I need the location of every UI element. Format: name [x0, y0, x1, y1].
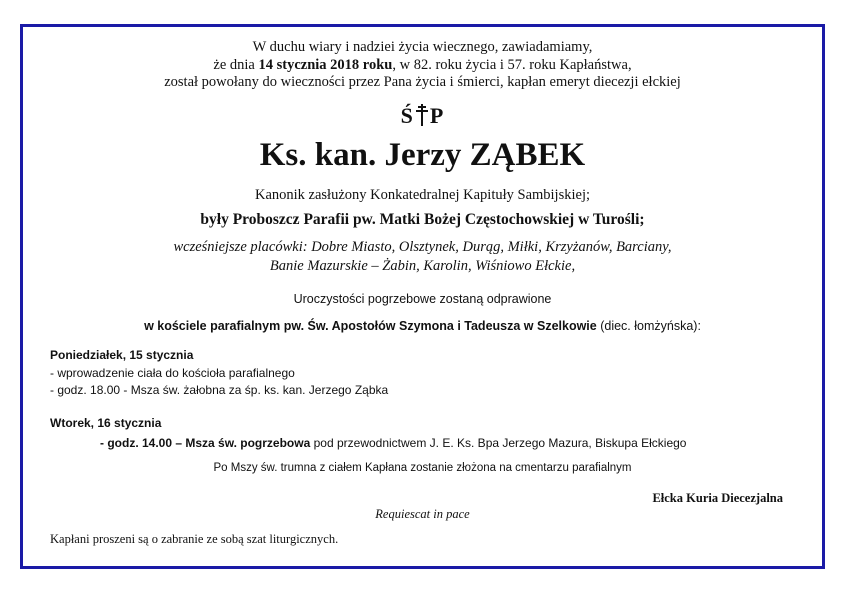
tuesday-mass-detail: pod przewodnictwem J. E. Ks. Bpa Jerzego Mazura, Biskupa Ełckiego [310, 436, 687, 450]
sp-heading [23, 103, 822, 129]
monday-item-2: - godz. 18.00 - Msza św. żałobna za śp. ks. kan. Jerzego Ząbka [50, 383, 389, 397]
deceased-name: Ks. kan. Jerzy ZĄBEK [259, 137, 586, 173]
cross-icon [415, 104, 429, 126]
tuesday-heading: Wtorek, 16 stycznia [50, 416, 162, 430]
previous-line-1: wcześniejsze placówki: Dobre Miasto, Olsztynek, Durąg, Miłki, Krzyżanów, Barciany, [173, 239, 672, 255]
monday-schedule [50, 347, 388, 400]
church-name: w kościele parafialnym pw. Św. Apostołów Szymona i Tadeusza w Szelkowie [144, 319, 597, 333]
previous-line-2: Banie Mazurskie – Żabin, Karolin, Wiśniowo Ełckie, [269, 258, 576, 274]
intro-text [23, 39, 822, 92]
death-date: 14 stycznia 2018 roku [258, 56, 393, 73]
intro-line-3: został powołany do wieczności przez Pana życia i śmierci, kapłan emeryt diecezji ełckiej [164, 74, 681, 90]
church-diocese: (diec. łomżyńska): [596, 319, 701, 333]
sp-letter-right: P [429, 103, 445, 128]
ceremony-notice: Uroczystości pogrzebowe zostaną odprawione [293, 292, 552, 306]
requiescat: Requiescat in pace [375, 507, 470, 521]
tuesday-mass: - godz. 14.00 – Msza św. pogrzebowa [100, 436, 311, 450]
burial-notice: Po Mszy św. trumna z ciałem Kapłana zostanie złożona na cmentarzu parafialnym [213, 462, 632, 474]
obituary-frame [20, 24, 825, 569]
curia-signature: Ełcka Kuria Diecezjalna [652, 491, 783, 505]
intro-line-2-post: , w 82. roku życia i 57. roku Kapłaństwa, [392, 56, 632, 73]
monday-heading: Poniedziałek, 15 stycznia [50, 348, 194, 362]
church-location [23, 319, 822, 333]
monday-item-1: - wprowadzenie ciała do kościoła parafialnego [50, 365, 295, 380]
tuesday-item [100, 436, 686, 450]
priests-note: Kapłani proszeni są o zabranie ze sobą szat liturgicznych. [50, 532, 339, 546]
sp-letter-left: Ś [400, 103, 414, 128]
canon-title: Kanonik zasłużony Konkatedralnej Kapituły Sambijskiej; [254, 187, 591, 203]
intro-line-2 [23, 57, 822, 75]
former-position: były Proboszcz Parafii pw. Matki Bożej Częstochowskiej w Turośli; [200, 211, 645, 228]
previous-parishes [23, 238, 822, 276]
intro-line-1: W duchu wiary i nadziei życia wiecznego, zawiadamiamy, [252, 39, 593, 55]
intro-line-2-pre: że dnia [213, 56, 259, 73]
